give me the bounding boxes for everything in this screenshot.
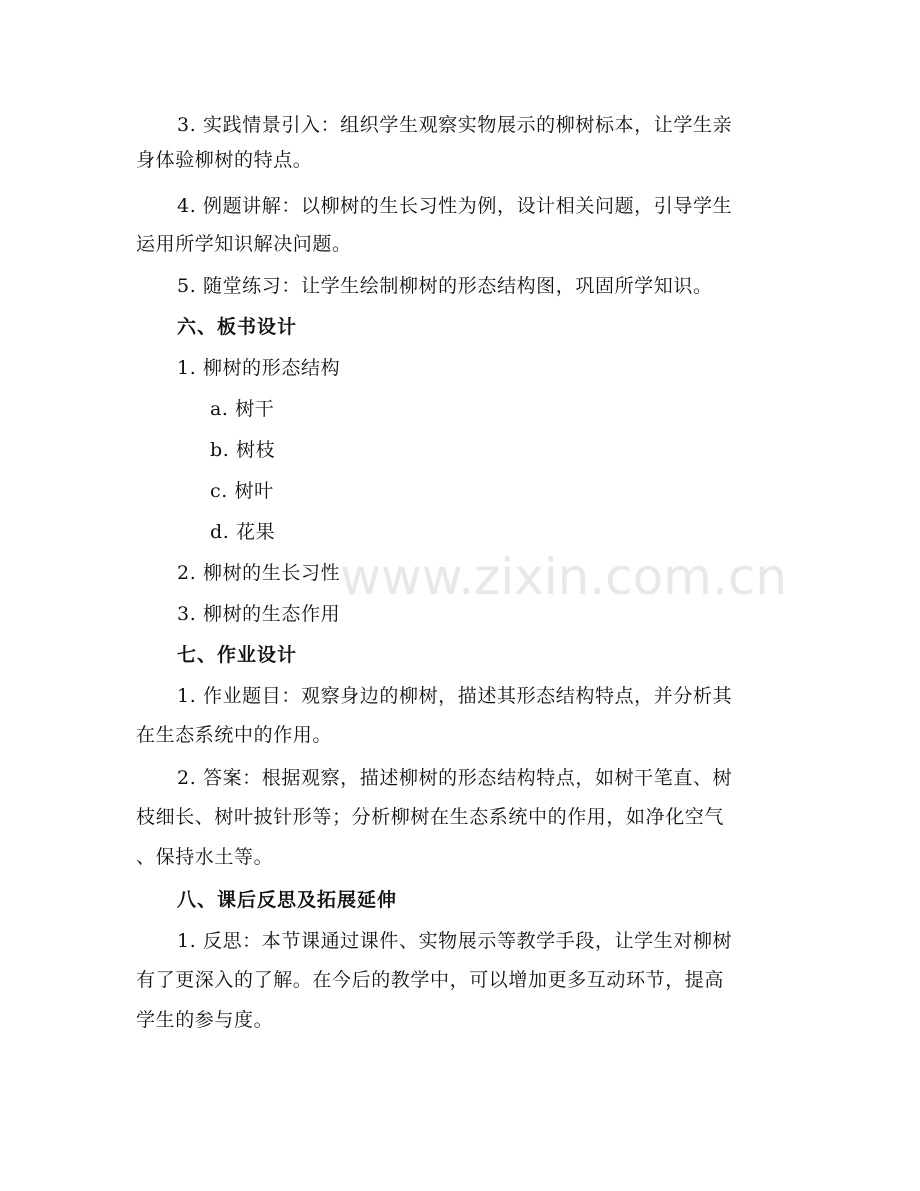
homework-item-1-line-1: 1. 作业题目：观察身边的柳树，描述其形态结构特点，并分析其 <box>177 685 733 707</box>
paragraph-4-line-2: 运用所学知识解决问题。 <box>136 233 352 255</box>
section-heading-reflection: 八、课后反思及拓展延伸 <box>177 889 398 911</box>
homework-item-2-line-1: 2. 答案：根据观察，描述柳树的形态结构特点，如树干笔直、树 <box>177 767 733 789</box>
board-item-1: 1. 柳树的形态结构 <box>177 357 341 379</box>
paragraph-3-line-1: 3. 实践情景引入：组织学生观察实物展示的柳树标本，让学生亲 <box>177 114 733 136</box>
board-subitem-c: c. 树叶 <box>210 480 274 502</box>
board-subitem-b: b. 树枝 <box>210 439 276 461</box>
board-item-3: 3. 柳树的生态作用 <box>177 603 341 625</box>
section-heading-board-design: 六、板书设计 <box>177 316 298 338</box>
reflection-line-2: 有了更深入的了解。在今后的教学中，可以增加更多互动环节，提高 <box>136 969 725 991</box>
homework-item-2-line-3: 、保持水土等。 <box>136 846 274 868</box>
board-subitem-d: d. 花果 <box>210 521 276 543</box>
reflection-line-1: 1. 反思：本节课通过课件、实物展示等教学手段，让学生对柳树 <box>177 930 733 952</box>
board-subitem-a: a. 树干 <box>210 398 275 420</box>
homework-item-2-line-2: 枝细长、树叶披针形等；分析柳树在生态系统中的作用，如净化空气 <box>136 806 725 828</box>
paragraph-5: 5. 随堂练习：让学生绘制柳树的形态结构图，巩固所学知识。 <box>177 275 713 297</box>
section-heading-homework-design: 七、作业设计 <box>177 644 298 666</box>
paragraph-3-line-2: 身体验柳树的特点。 <box>136 149 313 171</box>
homework-item-1-line-2: 在生态系统中的作用。 <box>136 724 333 746</box>
watermark: www.zixin.com.cn <box>340 548 788 606</box>
board-item-2: 2. 柳树的生长习性 <box>177 562 341 584</box>
reflection-line-3: 学生的参与度。 <box>136 1009 274 1031</box>
paragraph-4-line-1: 4. 例题讲解：以柳树的生长习性为例，设计相关问题，引导学生 <box>177 195 733 217</box>
